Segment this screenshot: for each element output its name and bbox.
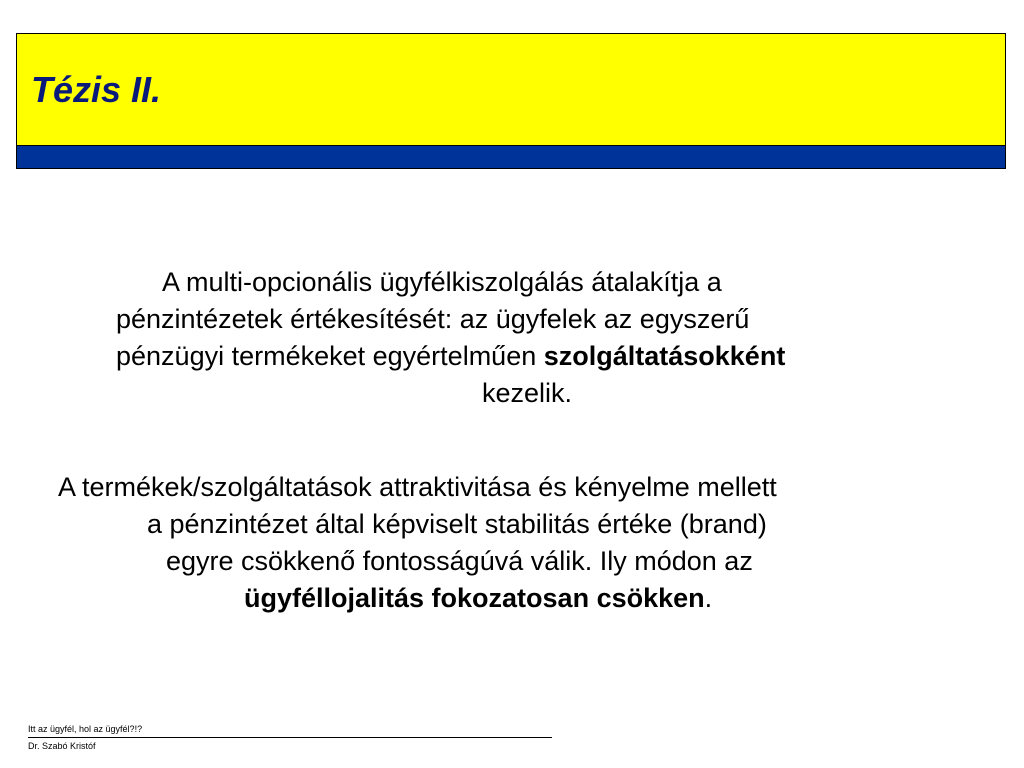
footer-presentation-title: Itt az ügyfél, hol az ügyfél?!? (28, 724, 143, 734)
footer-author: Dr. Szabó Kristóf (28, 741, 96, 751)
title-banner-stripe (17, 145, 1005, 168)
p1-emphasis: szolgáltatásokként (543, 341, 786, 371)
footer-divider (28, 737, 552, 738)
p2-line-3: egyre csökkenő fontosságúvá válik. Ily módon az (166, 546, 753, 576)
p1-line-1: A multi-opcionális ügyfélkiszolgálás átalakítja a (162, 267, 722, 297)
p1-line-3 (110, 338, 970, 375)
p1-line-4: kezelik. (482, 378, 573, 408)
title-banner (16, 33, 1006, 169)
title-banner-yellow (17, 34, 1005, 145)
p2-line-2: a pénzintézet által képviselt stabilitás értéke (brand) (147, 509, 767, 539)
paragraph-2 (55, 469, 985, 617)
p1-line-3-text: pénzügyi termékeket egyértelműen (116, 341, 544, 371)
p2-line-4 (55, 580, 985, 617)
p2-emphasis: ügyféllojalitás fokozatosan csökken (244, 583, 705, 613)
slide-title: Tézis II. (31, 69, 162, 110)
p2-line-4-end: . (704, 583, 713, 613)
p2-line-1: A termékek/szolgáltatások attraktivitása és kényelme mellett (58, 472, 777, 502)
p1-line-2: pénzintézetek értékesítését: az ügyfelek az egyszerű (116, 304, 750, 334)
paragraph-1 (110, 264, 970, 412)
